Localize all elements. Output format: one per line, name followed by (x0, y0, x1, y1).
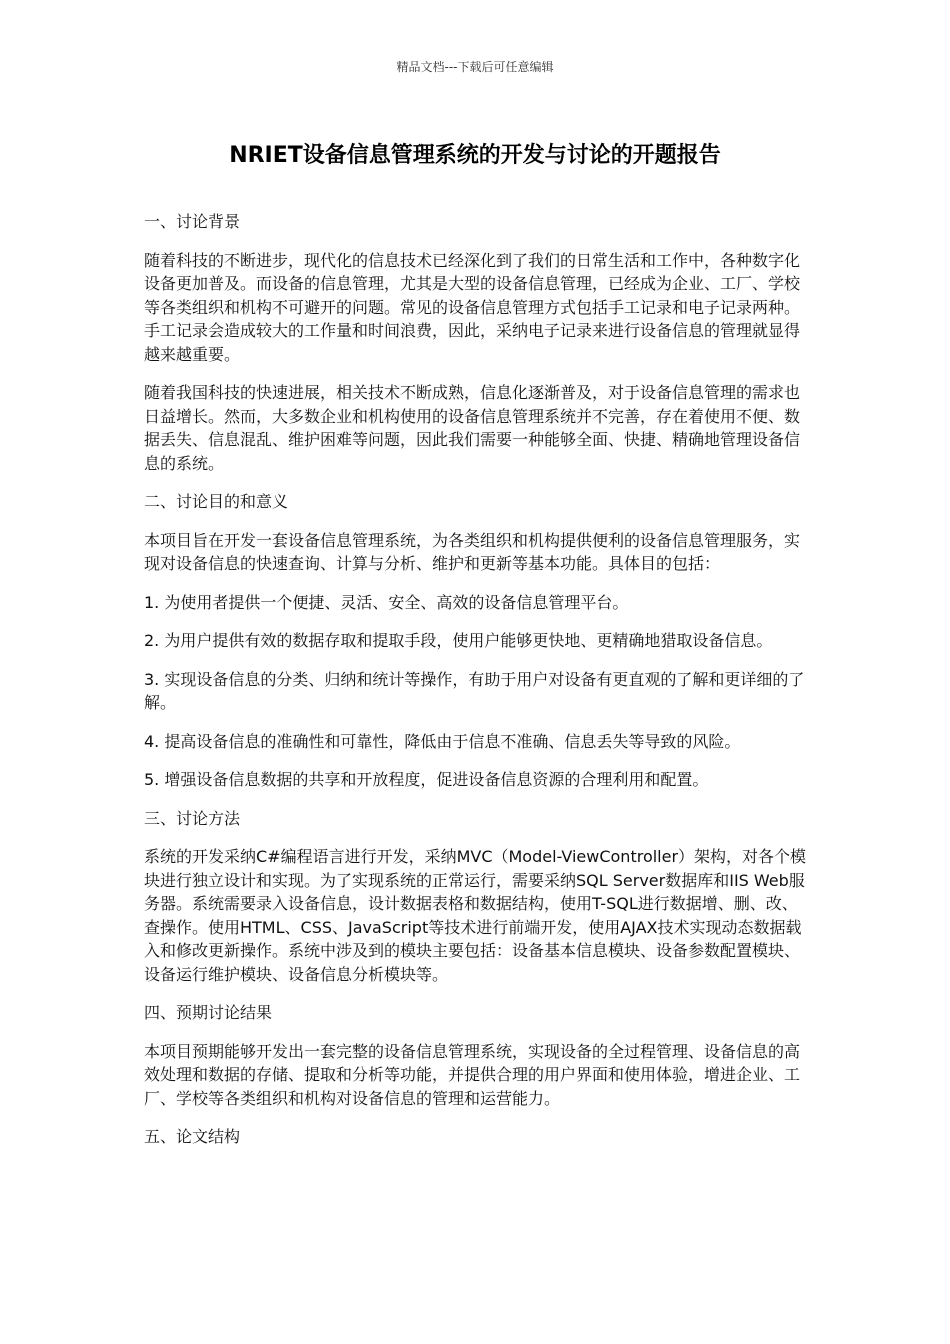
section-heading-thesis-structure: 五、论文结构 (144, 1127, 241, 1146)
document-body (144, 210, 808, 1164)
document-title: NRIET设备信息管理系统的开发与讨论的开题报告 (229, 143, 721, 168)
list-item: 1. 为使用者提供一个便捷、灵活、安全、高效的设备信息管理平台。 (144, 592, 629, 612)
paragraph: 本项目预期能够开发出一套完整的设备信息管理系统，实现设备的全过程管理、设备信息的高效处理和数据的存储、提取和分析等功能，并提供合理的用户界面和使用体验，增进企业、工厂、学校等各类组织和机构对设备信息的管理和运营能力。 (144, 1041, 801, 1108)
header-note: 精品文档---下载后可任意编辑 (396, 60, 554, 74)
section-heading-purpose: 二、讨论目的和意义 (144, 492, 289, 511)
list-item: 5. 增强设备信息数据的共享和开放程度，促进设备信息资源的合理利用和配置。 (144, 770, 709, 789)
section-heading-expected-results: 四、预期讨论结果 (144, 1003, 273, 1022)
paragraph: 系统的开发采纳C#编程语言进行开发，采纳MVC（Model-ViewController）架构，对各个模块进行独立设计和实现。为了实现系统的正常运行，需要采纳SQL Server数据库和IIS Web服务器。系统需要录入设备信息，设计数据表格和数据结构，使用T-SQL进行数据增、删、改、查操作。使用HTML、CSS、JavaScript等技术进行前端开发，使用AJAX技术实现动态数据载入和修改更新操作。系统中涉及到的模块主要包括：设备基本信息模块、设备参数配置模块、设备运行维护模块、设备信息分析模块等。 (144, 847, 807, 984)
section-heading-background: 一、讨论背景 (144, 212, 241, 231)
list-item: 4. 提高设备信息的准确性和可靠性，降低由于信息不准确、信息丢失等导致的风险。 (144, 731, 741, 751)
list-item: 2. 为用户提供有效的数据存取和提取手段，使用户能够更快地、更精确地猎取设备信息。 (144, 631, 773, 650)
paragraph: 随着我国科技的快速进展，相关技术不断成熟，信息化逐渐普及，对于设备信息管理的需求也日益增长。然而，大多数企业和机构使用的设备信息管理系统并不完善，存在着使用不便、数据丢失、信息混乱、维护困难等问题，因此我们需要一种能够全面、快捷、精确地管理设备信息的系统。 (144, 383, 801, 473)
section-heading-method: 三、讨论方法 (144, 808, 241, 828)
paragraph: 随着科技的不断进步，现代化的信息技术已经深化到了我们的日常生活和工作中，各种数字化设备更加普及。而设备的信息管理，尤其是大型的设备信息管理，已经成为企业、工厂、学校等各类组织和机构不可避开的问题。常见的设备信息管理方式包括手工记录和电子记录两种。手工记录会造成较大的工作量和时间浪费，因此，采纳电子记录来进行设备信息的管理就显得越来越重要。 (144, 250, 801, 364)
list-item: 3. 实现设备信息的分类、归纳和统计等操作，有助于用户对设备有更直观的了解和更详细的了解。 (144, 669, 805, 712)
paragraph: 本项目旨在开发一套设备信息管理系统，为各类组织和机构提供便利的设备信息管理服务，实现对设备信息的快速查询、计算与分析、维护和更新等基本功能。具体目的包括： (144, 530, 801, 573)
